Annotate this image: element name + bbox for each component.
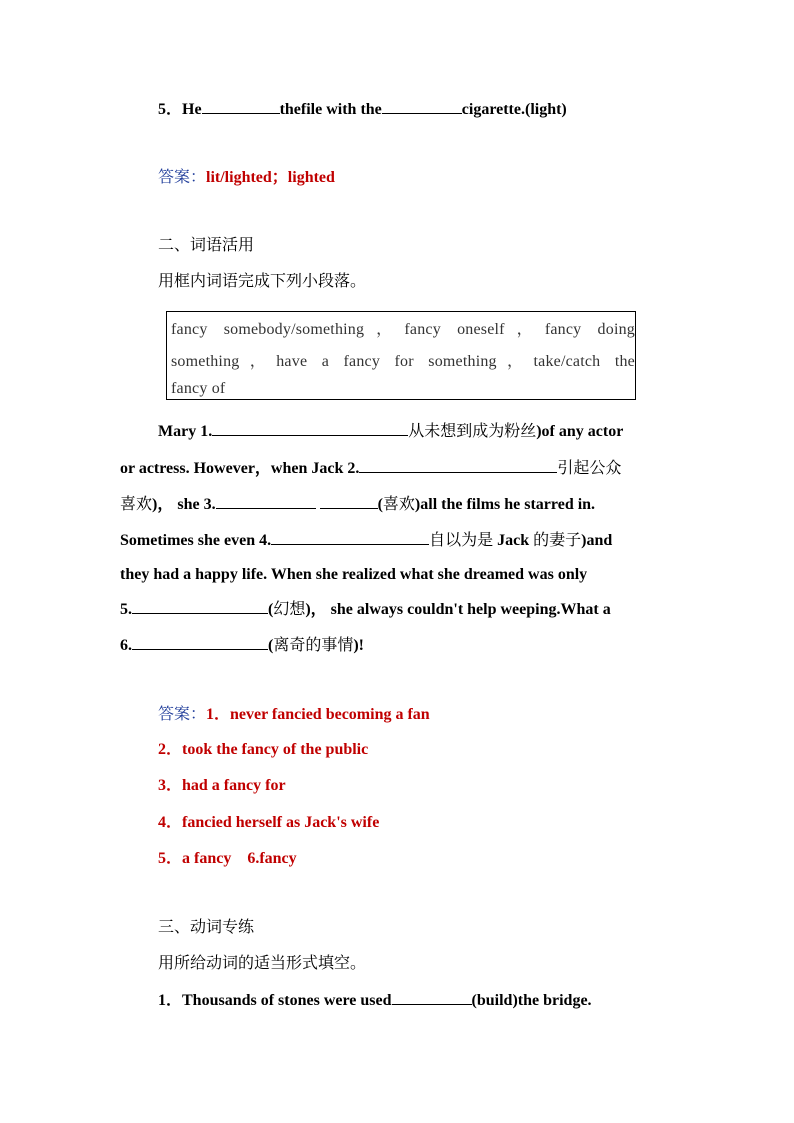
paragraph-hint: 幻想: [273, 599, 306, 618]
answer-item: 4．fancied herself as Jack's wife: [158, 814, 380, 831]
answer-blank: [271, 530, 429, 545]
answer-item: 3．had a fancy for: [158, 777, 286, 794]
paragraph-text: Jack: [497, 532, 530, 549]
paragraph-text: )of any actor: [536, 423, 624, 440]
paragraph-text: )， she always couldn't help weeping.What a: [305, 601, 611, 618]
paragraph-line-3: [120, 494, 675, 515]
paragraph-text: or actress. However，when Jack 2.: [120, 460, 360, 477]
answer-text: lit/lighted；lighted: [206, 169, 335, 186]
paragraph-hint: 从未想到成为粉丝: [408, 421, 537, 440]
question-1-end: (build)the bridge.: [471, 992, 592, 1009]
question-5: [158, 99, 567, 120]
section-instruction-3: 用所给动词的适当形式填空。: [158, 953, 367, 972]
answer-block-2: [158, 704, 430, 725]
word-box-line: fancy of: [171, 380, 226, 397]
answer-item: 2．took the fancy of the public: [158, 741, 369, 758]
paragraph-text: 6.: [120, 637, 132, 654]
paragraph-line-4: [120, 530, 675, 551]
question-1-text: 1．Thousands of stones were used: [158, 992, 392, 1009]
answer-blank: [202, 99, 280, 114]
paragraph-text: )， she 3.: [152, 496, 216, 513]
word-box: [166, 311, 636, 400]
paragraph-hint: 离奇的事情: [273, 635, 354, 654]
paragraph-hint: 喜欢: [382, 494, 415, 513]
word-box-line: fancy somebody/something，fancy oneself，fancy doing: [171, 321, 635, 338]
question-5-text: thefile with the: [279, 101, 382, 118]
paragraph-text: 5.: [120, 601, 132, 618]
paragraph-text: Sometimes she even 4.: [120, 532, 272, 549]
paragraph-hint: 引起公众: [557, 458, 622, 477]
section-heading-2: 二、词语活用: [158, 235, 255, 254]
question-5-end: cigarette.(light): [461, 101, 567, 118]
paragraph-line-7: 6. (离奇的事情)!: [120, 635, 364, 654]
paragraph-line-2: [120, 458, 675, 479]
answer-item: 5．a fancy 6.fancy: [158, 850, 297, 867]
paragraph-line-1: [158, 421, 675, 442]
paragraph-text: )and: [581, 532, 613, 549]
word-box-line: something，have a fancy for something，take/catch the: [171, 353, 635, 370]
paragraph-text: Mary 1.: [158, 423, 213, 440]
section-instruction-2: 用框内词语完成下列小段落。: [158, 271, 367, 290]
answer-label: 答案：: [158, 167, 207, 186]
question-5-number: 5．He: [158, 101, 202, 118]
paragraph-text: (: [377, 496, 383, 513]
paragraph-line-5: they had a happy life. When she realized what she dreamed was only: [120, 566, 588, 583]
paragraph-text: )all the films he starred in.: [414, 496, 596, 513]
answer-blank: [132, 599, 268, 614]
answer-blank: [212, 421, 408, 436]
answer-blank: [132, 635, 268, 650]
answer-blank: [359, 458, 557, 473]
answer-item: 1．never fancied becoming a fan: [206, 706, 430, 723]
answer-block-1: [158, 167, 335, 188]
paragraph-line-6: 5. (幻想)， she always couldn't help weeping.What a: [120, 599, 611, 618]
paragraph-hint: 喜欢: [120, 494, 153, 513]
answer-blank: [392, 990, 472, 1005]
answer-label: 答案：: [158, 704, 207, 723]
paragraph-text: )!: [353, 637, 364, 654]
paragraph-hint: 自以为是: [429, 530, 494, 549]
section-heading-3: 三、动词专练: [158, 917, 255, 936]
answer-blank: [320, 494, 378, 509]
answer-blank: [216, 494, 316, 509]
question-1: [158, 990, 592, 1011]
answer-blank: [382, 99, 462, 114]
paragraph-hint: 的妻子: [533, 530, 582, 549]
